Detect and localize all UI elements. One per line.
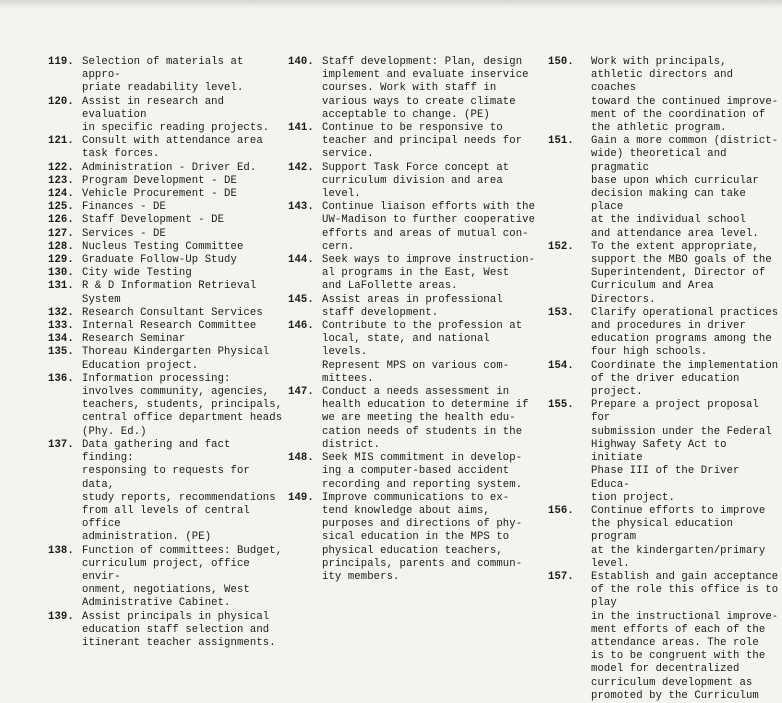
item-text: Continue efforts to improve the physical education program at the kindergarten/primary level. <box>591 504 766 570</box>
item-text: Gain a more common (district- wide) theoretical and pragmatic base upon which curricular decision making can take place at the individual school and attendance area level. <box>591 135 779 240</box>
item-text: Staff Development - DE <box>82 214 225 227</box>
item-number: 134. <box>48 333 74 346</box>
list-item <box>48 175 288 188</box>
list-item <box>288 122 538 162</box>
list-item <box>48 346 288 372</box>
list-item <box>48 333 288 346</box>
item-text: Consult with attendance area task forces. <box>82 135 263 161</box>
item-number: 151. <box>548 135 574 148</box>
list-item <box>548 360 780 400</box>
item-number: 153. <box>548 306 574 319</box>
item-number: 139. <box>48 610 74 623</box>
list-item <box>48 280 288 306</box>
column-right <box>548 56 780 703</box>
item-number: 156. <box>548 504 574 517</box>
item-text: Clarify operational practices and procedures in driver education programs among the four high schools. <box>591 306 779 359</box>
item-number: 126. <box>48 214 74 227</box>
item-text: Staff development: Plan, design implement and evaluate inservice courses. Work with staff in various ways to create climate acceptable to change. (PE) <box>322 56 529 121</box>
item-text: Data gathering and fact finding: responsing to requests for data, study reports, recommendations from all levels of central office administration. (PE) <box>82 438 276 544</box>
item-text: Vehicle Procurement - DE <box>82 188 237 201</box>
list-item <box>288 452 538 492</box>
item-text: To the extent appropriate, support the MBO goals of the Superintendent, Director of Curriculum and Area Directors. <box>591 240 772 306</box>
list-item <box>548 399 780 505</box>
item-number: 141. <box>288 122 314 135</box>
list-item <box>48 611 288 651</box>
item-number: 130. <box>48 267 74 280</box>
item-number: 154. <box>548 359 574 372</box>
list-item <box>48 254 288 267</box>
item-text: Assist principals in physical education staff selection and itinerant teacher assignments. <box>82 610 276 649</box>
item-number: 145. <box>288 293 314 306</box>
item-number: 129. <box>48 254 74 267</box>
item-text: Coordinate the implementation of the driver education project. <box>591 359 779 399</box>
list-item <box>48 201 288 214</box>
item-text: Selection of materials at appro- priate readability level. <box>82 56 244 95</box>
page-edge <box>0 0 782 8</box>
item-number: 123. <box>48 174 74 187</box>
list-item <box>288 320 538 386</box>
item-number: 150. <box>548 56 574 68</box>
item-number: 155. <box>548 399 574 412</box>
list-item <box>48 545 288 611</box>
item-number: 138. <box>48 544 74 557</box>
item-text: R & D Information Retrieval System <box>82 280 257 306</box>
item-text: Seek MIS commitment in develop- ing a computer-based accident recording and reporting system. <box>322 452 523 491</box>
list-item <box>48 188 288 201</box>
list-item <box>48 96 288 136</box>
list-item <box>48 307 288 320</box>
item-number: 120. <box>48 95 74 108</box>
list-item <box>288 56 538 122</box>
list-item <box>48 228 288 241</box>
item-text: Support Task Force concept at curriculum division and area level. <box>322 161 510 201</box>
item-text: Thoreau Kindergarten Physical Education project. <box>82 346 270 372</box>
item-number: 149. <box>288 491 314 504</box>
item-number: 131. <box>48 280 74 293</box>
item-number: 146. <box>288 320 314 333</box>
item-text: Prepare a project proposal for submission under the Federal Highway Safety Act to initiate Phase III of the Driver Educa- tion project. <box>591 399 772 504</box>
item-number: 152. <box>548 240 574 253</box>
item-number: 128. <box>48 240 74 253</box>
item-number: 121. <box>48 135 74 148</box>
item-text: Seek ways to improve instruction- al programs in the East, West and LaFollette areas. <box>322 254 536 293</box>
item-text: Continue to be responsive to teacher and principal needs for service. <box>322 122 523 161</box>
item-text: Assist in research and evaluation in specific reading projects. <box>82 95 270 135</box>
item-text: Nucleus Testing Committee <box>82 240 244 253</box>
item-number: 125. <box>48 201 74 214</box>
item-number: 133. <box>48 320 74 333</box>
item-number: 132. <box>48 306 74 319</box>
list-item <box>288 162 538 202</box>
item-text: Services - DE <box>82 227 166 240</box>
list-item <box>288 201 538 254</box>
list-item <box>288 386 538 452</box>
item-number: 144. <box>288 254 314 267</box>
list-item <box>48 439 288 545</box>
item-text: Graduate Follow-Up Study <box>82 254 237 267</box>
item-text: City wide Testing <box>82 267 192 280</box>
item-text: Research Seminar <box>82 333 186 346</box>
list-item <box>48 373 288 439</box>
item-number: 137. <box>48 438 74 451</box>
item-number: 147. <box>288 386 314 399</box>
list-item <box>48 267 288 280</box>
item-text: Internal Research Committee <box>82 320 257 333</box>
item-text: Finances - DE <box>82 201 166 214</box>
item-number: 135. <box>48 346 74 359</box>
list-item <box>48 214 288 227</box>
list-item <box>288 492 538 584</box>
item-number: 124. <box>48 188 74 201</box>
item-text: Administration - Driver Ed. <box>82 161 257 174</box>
item-text: Establish and gain acceptance of the role this office is to play in the instructional improve- ment efforts of each of the attendance areas. The role is to be congruent with the model for decentralized curriculum development as promoted by the Curriculum <box>591 570 779 702</box>
list-item <box>288 294 538 320</box>
list-item <box>48 162 288 175</box>
list-item <box>548 56 780 135</box>
list-item <box>548 571 780 703</box>
column-middle <box>288 56 538 584</box>
item-text: Conduct a needs assessment in health education to determine if we are meeting the health edu- cation needs of students in the district. <box>322 386 529 451</box>
item-number: 157. <box>548 570 574 583</box>
list-item <box>48 56 288 96</box>
item-text: Work with principals, athletic directors and coaches toward the continued improve- ment of the coordination of the athletic program. <box>591 56 779 135</box>
item-number: 127. <box>48 227 74 240</box>
item-text: Program Development - DE <box>82 174 237 187</box>
list-item <box>548 307 780 360</box>
item-text: Contribute to the profession at local, state, and national levels. Represent MPS on various com- mittees. <box>322 320 523 385</box>
item-text: Function of committees: Budget, curriculum project, office envir- onment, negotiations, West Administrative Cabinet. <box>82 544 283 610</box>
column-left <box>48 56 288 650</box>
item-number: 140. <box>288 56 314 68</box>
list-item <box>288 254 538 294</box>
list-item <box>548 241 780 307</box>
list-item <box>48 241 288 254</box>
item-text: Information processing: involves community, agencies, teachers, students, principals, central office department heads (Phy. Ed.) <box>82 372 283 438</box>
item-number: 148. <box>288 452 314 465</box>
item-number: 119. <box>48 56 74 68</box>
item-number: 142. <box>288 161 314 174</box>
list-item <box>548 135 780 241</box>
item-text: Research Consultant Services <box>82 306 263 319</box>
item-number: 143. <box>288 201 314 214</box>
item-text: Improve communications to ex- tend knowledge about aims, purposes and directions of phy- sical education in the MPS to physical education teachers, principals, parents and commun- ity members. <box>322 491 523 583</box>
item-number: 122. <box>48 161 74 174</box>
item-text: Continue liaison efforts with the UW-Madison to further cooperative efforts and areas of mutual con- cern. <box>322 201 536 253</box>
item-text: Assist areas in professional staff development. <box>322 293 503 319</box>
list-item <box>548 505 780 571</box>
list-item <box>48 320 288 333</box>
list-item <box>48 135 288 161</box>
item-number: 136. <box>48 372 74 385</box>
